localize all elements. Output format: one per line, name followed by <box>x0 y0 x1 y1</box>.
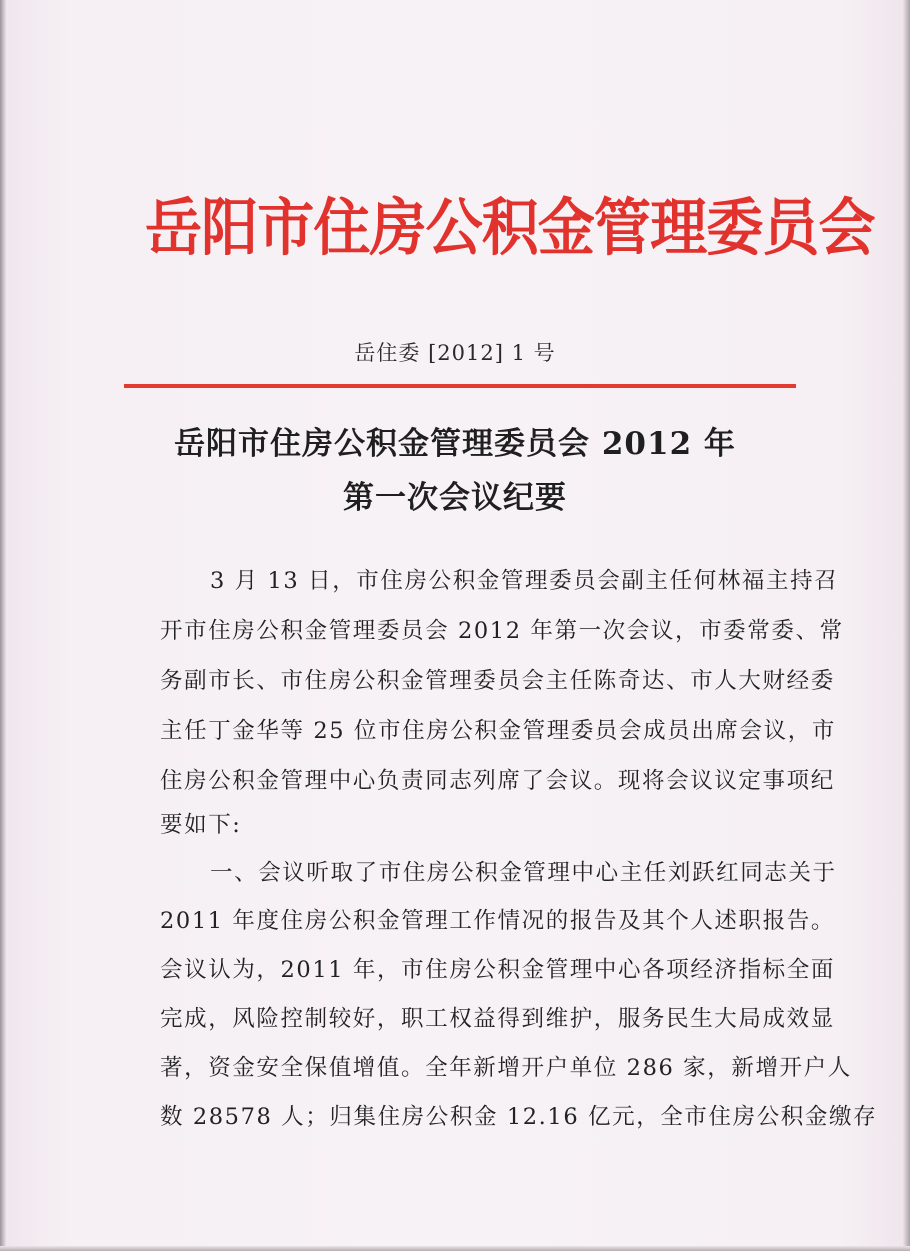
body-line: 数 28578 人；归集住房公积金 12.16 亿元，全市住房公积金缴存 <box>160 1104 878 1130</box>
page-bottom-edge <box>0 1246 910 1251</box>
body-line: 会议认为，2011 年，市住房公积金管理中心各项经济指标全面 <box>160 957 835 983</box>
body-line: 住房公积金管理中心负责同志列席了会议。现将会议议定事项纪 <box>160 768 835 794</box>
page-right-edge <box>903 0 910 1251</box>
body-line: 要如下: <box>160 812 242 838</box>
document-title-line-2: 第一次会议纪要 <box>343 480 567 516</box>
document-title-line-1: 岳阳市住房公积金管理委员会 2012 年 <box>174 426 736 462</box>
letterhead-red-rule <box>124 384 796 388</box>
body-line: 一、会议听取了市住房公积金管理中心主任刘跃红同志关于 <box>210 860 837 886</box>
body-line: 2011 年度住房公积金管理工作情况的报告及其个人述职报告。 <box>160 908 835 934</box>
letterhead-organization-title: 岳阳市住房公积金管理委员会 <box>145 191 875 264</box>
body-line: 务副市长、市住房公积金管理委员会主任陈奇达、市人大财经委 <box>160 668 835 694</box>
body-line: 著，资金安全保值增值。全年新增开户单位 286 家，新增开户人 <box>160 1055 852 1081</box>
body-line: 开市住房公积金管理委员会 2012 年第一次会议，市委常委、常 <box>160 618 844 644</box>
body-line: 主任丁金华等 25 位市住房公积金管理委员会成员出席会议，市 <box>160 718 836 744</box>
body-line: 完成，风险控制较好，职工权益得到维护，服务民生大局成效显 <box>160 1006 835 1032</box>
body-line: 3 月 13 日，市住房公积金管理委员会副主任何林福主持召 <box>210 568 839 594</box>
document-number: 岳住委 [2012] 1 号 <box>354 341 556 365</box>
page-left-edge <box>0 0 6 1251</box>
